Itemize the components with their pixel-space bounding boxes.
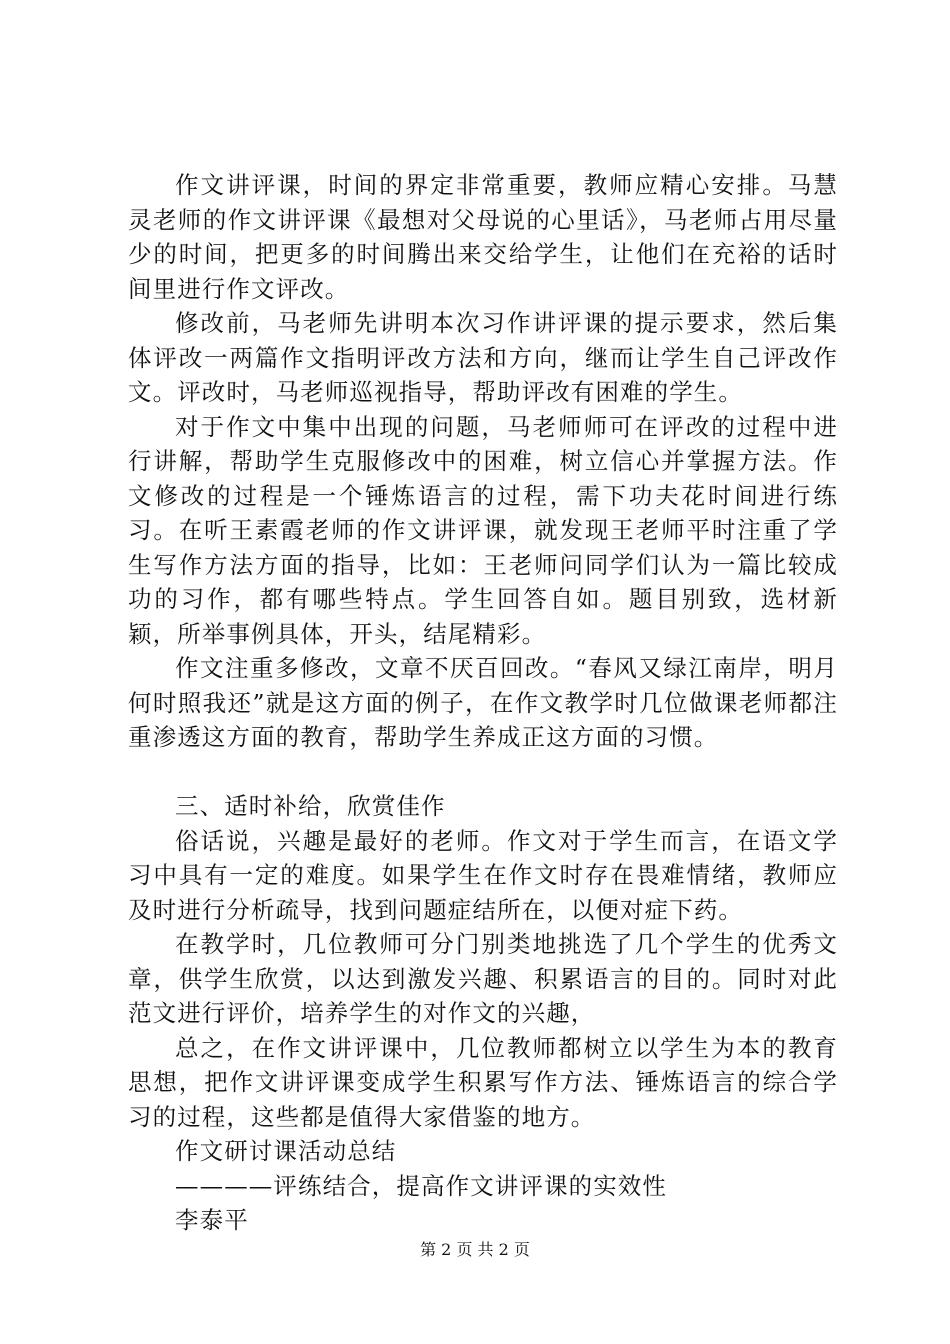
author-name: 李泰平	[175, 1206, 249, 1234]
blank-line	[128, 755, 838, 790]
document-title: 作文研讨课活动总结	[175, 1137, 397, 1165]
paragraph-common-problems: 对于作文中集中出现的问题，马老师师可在评改的过程中进行讲解，帮助学生克服修改中的困难，树立信心并掌握方法。作文修改的过程是一个锤炼语言的过程，需下功夫花时间进行练习。在听王素霞老师的作文讲评课，就发现王老师平时注重了学生写作方法方面的指导，比如：王老师问同学们认为一篇比较成功的习作，都有哪些特点。学生回答自如。题目别致，选材新颖，所举事例具体，开头，结尾精彩。	[128, 412, 838, 648]
paragraph-model-essays: 在教学时，几位教师可分门别类地挑选了几个学生的优秀文章，供学生欣赏，以达到激发兴趣、积累语言的目的。同时对此范文进行评价，培养学生的对作文的兴趣，	[128, 930, 838, 1027]
page-footer: 第 2 页 共 2 页	[420, 1240, 530, 1259]
paragraph-time-management: 作文讲评课，时间的界定非常重要，教师应精心安排。马慧灵老师的作文讲评课《最想对父母说的心里话》，马老师占用尽量少的时间，把更多的时间腾出来交给学生，让他们在充裕的话时间里进行作文评改。	[128, 171, 838, 303]
paragraph-conclusion: 总之，在作文讲评课中，几位教师都树立以学生为本的教育思想，把作文讲评课变成学生积累写作方法、锤炼语言的综合学习的过程，这些都是值得大家借鉴的地方。	[128, 1033, 838, 1131]
document-subtitle: ————评练结合，提高作文讲评课的实效性	[175, 1171, 667, 1200]
paragraph-multiple-revisions: 作文注重多修改，文章不厌百回改。“春风又绿江南岸，明月何时照我还”就是这方面的例子，在作文教学时几位做课老师都注重渗透这方面的教育，帮助学生养成正这方面的习惯。	[128, 654, 838, 751]
document-body	[128, 168, 838, 1238]
section-heading-three: 三、适时补给，欣赏佳作	[175, 792, 446, 820]
paragraph-revision-before: 修改前，马老师先讲明本次习作讲评课的提示要求，然后集体评改一两篇作文指明评改方法和方向，继而让学生自己评改作文。评改时，马老师巡视指导，帮助评改有困难的学生。	[128, 309, 838, 406]
paragraph-interest: 俗话说，兴趣是最好的老师。作文对于学生而言，在语文学习中具有一定的难度。如果学生在作文时存在畏难情绪，教师应及时进行分析疏导，找到问题症结所在，以便对症下药。	[128, 826, 838, 924]
